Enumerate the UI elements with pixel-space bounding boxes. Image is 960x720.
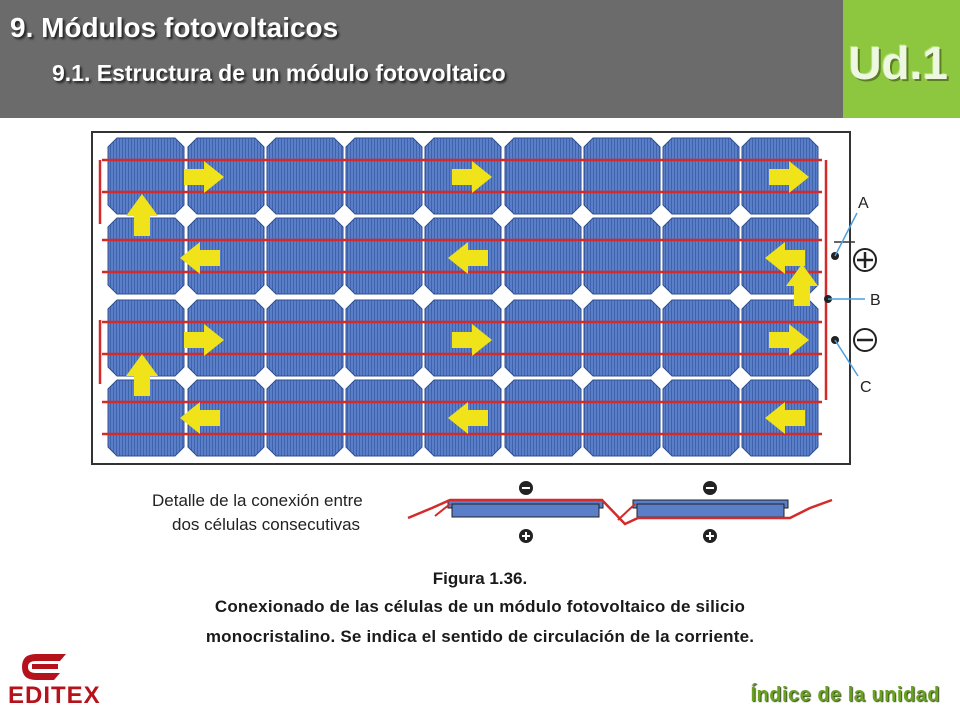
solar-cell [346, 218, 422, 294]
solar-cell [663, 138, 739, 214]
detail-cell-1 [448, 500, 603, 517]
solar-cell [663, 218, 739, 294]
figure-number: Figura 1.36. [432, 569, 528, 588]
unit-badge-label: Ud.1 [848, 37, 948, 89]
label-b: B [870, 292, 881, 309]
detail-text-line1: Detalle de la conexión entre [152, 491, 363, 510]
page-title: 9. Módulos fotovoltaicos [10, 12, 339, 43]
label-c: C [860, 379, 872, 396]
detail-text-line2: dos células consecutivas [172, 515, 361, 534]
solar-cell [584, 300, 660, 376]
solar-cell [505, 380, 581, 456]
label-a: A [858, 195, 869, 212]
detail-plus-1 [519, 529, 533, 543]
unit-index-link[interactable]: Índice de la unidad [750, 684, 940, 706]
connection-detail [152, 481, 832, 543]
detail-plus-2 [703, 529, 717, 543]
solar-module [92, 132, 850, 464]
plus-symbol [854, 249, 876, 271]
unit-badge [843, 0, 960, 118]
solar-cell [505, 138, 581, 214]
figure-caption-line1: Conexionado de las células de un módulo fotovoltaico de silicio [214, 597, 746, 616]
solar-cell [505, 300, 581, 376]
pv-module-diagram [90, 128, 890, 556]
solar-cell [346, 138, 422, 214]
header-bar [0, 0, 843, 118]
solar-cell [663, 300, 739, 376]
figure-caption-line2: monocristalino. Se indica el sentido de circulación de la corriente. [205, 627, 755, 646]
minus-symbol [854, 329, 876, 351]
solar-cell [584, 218, 660, 294]
editex-logo-text: EDITEX [8, 682, 101, 709]
solar-cell [267, 380, 343, 456]
solar-cell [663, 380, 739, 456]
detail-minus-1 [519, 481, 533, 495]
solar-cell [505, 218, 581, 294]
solar-cell [346, 300, 422, 376]
solar-cell [267, 218, 343, 294]
detail-minus-2 [703, 481, 717, 495]
solar-cell [267, 300, 343, 376]
solar-cell [584, 138, 660, 214]
detail-cell-2 [633, 500, 788, 517]
page-subtitle: 9.1. Estructura de un módulo fotovoltaico [52, 60, 506, 86]
solar-cell [346, 380, 422, 456]
solar-cell [267, 138, 343, 214]
solar-cell [584, 380, 660, 456]
